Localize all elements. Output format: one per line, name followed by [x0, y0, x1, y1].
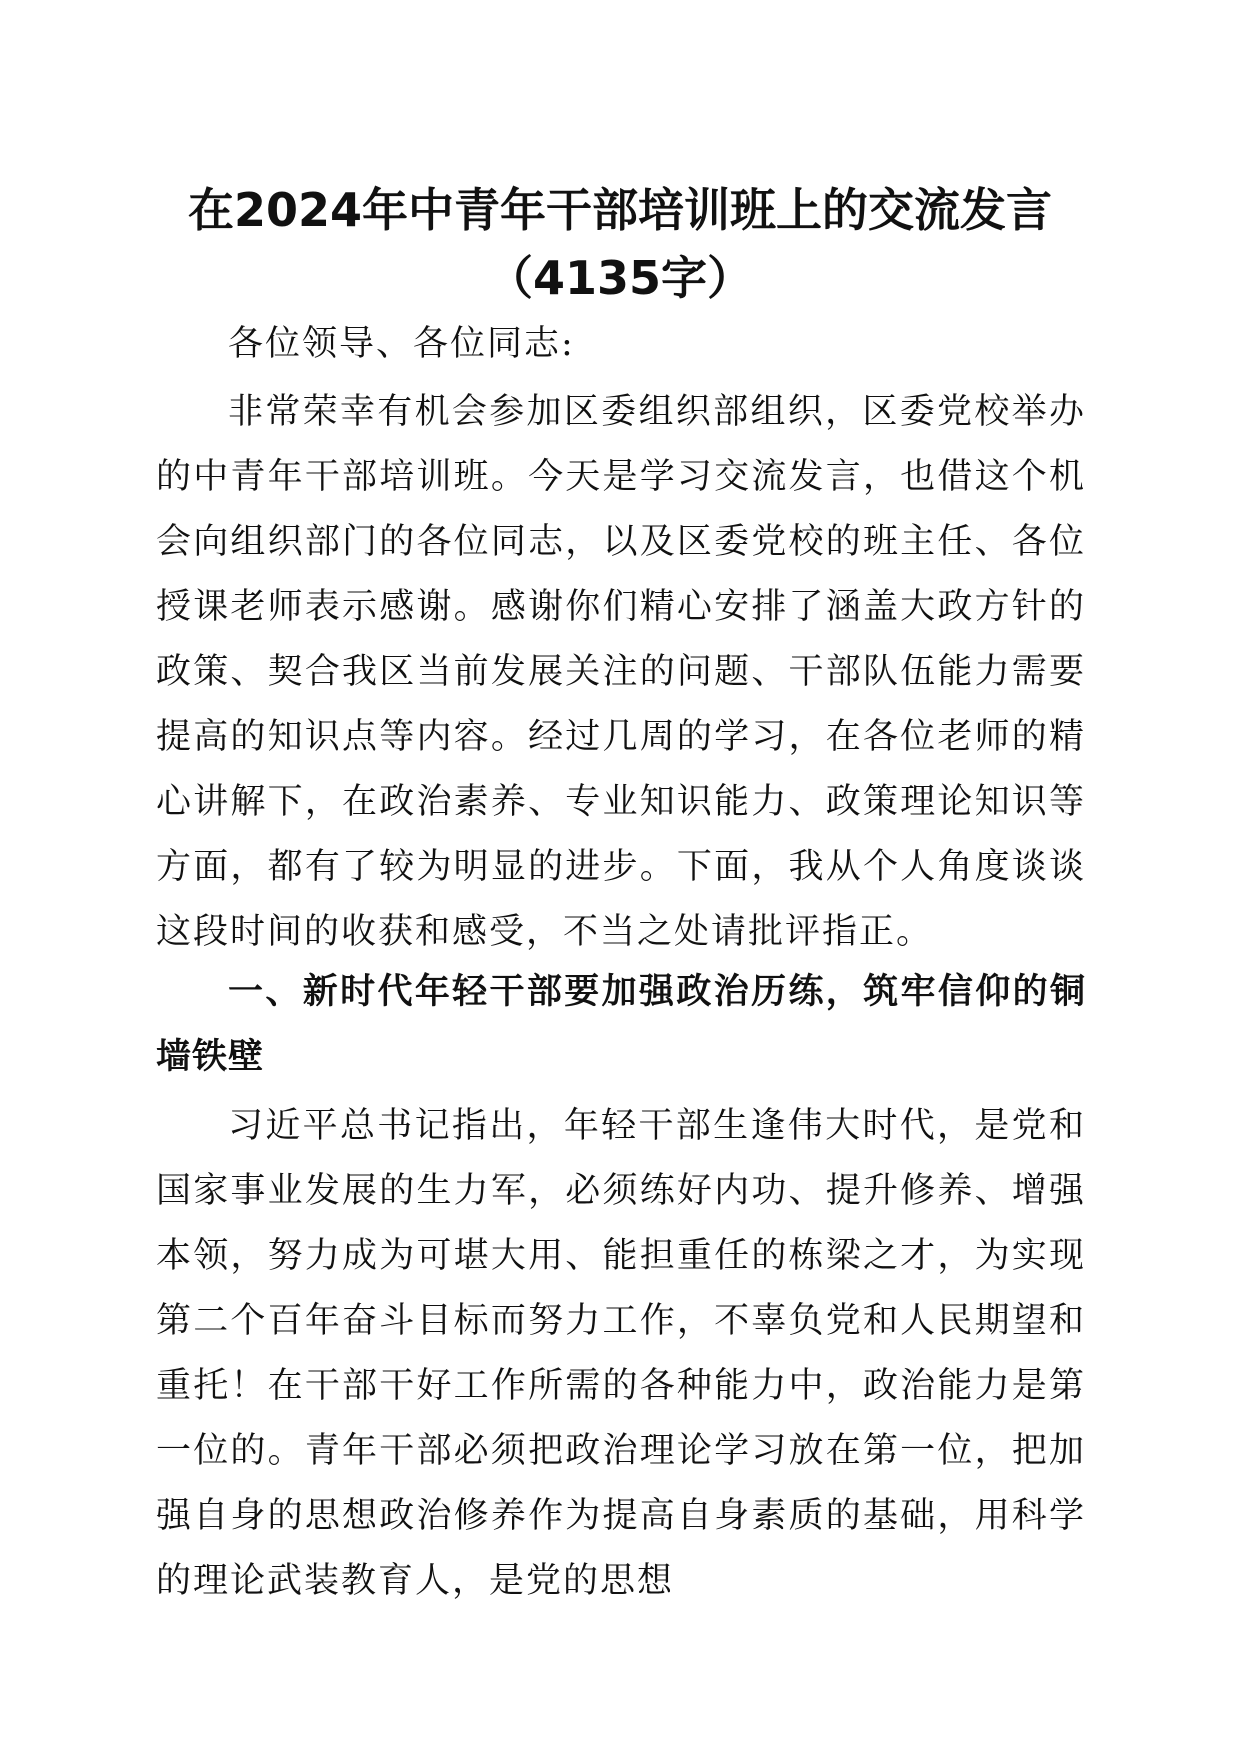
section-heading-1: 一、新时代年轻干部要加强政治历练，筑牢信仰的铜墙铁壁 [156, 972, 1086, 1077]
section-1-paragraph: 习近平总书记指出，年轻干部生逢伟大时代，是党和国家事业发展的生力军，必须练好内功、提升修养、增强本领，努力成为可堪大用、能担重任的栋梁之才，为实现第二个百年奋斗目标而努力工作，不辜负党和人民期望和重托！在干部干好工作所需的各种能力中，政治能力是第一位的。青年干部必须把政治理论学习放在第一位，把加强自身的思想政治修养作为提高自身素质的基础，用科学的理论武装教育人，是党的思想 [156, 1106, 1086, 1601]
document-title: 在2024年中青年干部培训班上的交流发言 [187, 183, 1053, 237]
opening-paragraph: 非常荣幸有机会参加区委组织部组织，区委党校举办的中青年干部培训班。今天是学习交流发言，也借这个机会向组织部门的各位同志，以及区委党校的班主任、各位授课老师表示感谢。感谢你们精心安排了涵盖大政方针的政策、契合我区当前发展关注的问题、干部队伍能力需要提高的知识点等内容。经过几周的学习，在各位老师的精心讲解下，在政治素养、专业知识能力、政策理论知识等方面，都有了较为明显的进步。下面，我从个人角度谈谈这段时间的收获和感受，不当之处请批评指正。 [156, 392, 1086, 952]
salutation: 各位领导、各位同志: [228, 324, 575, 364]
document-word-count: （4135字） [486, 251, 754, 305]
